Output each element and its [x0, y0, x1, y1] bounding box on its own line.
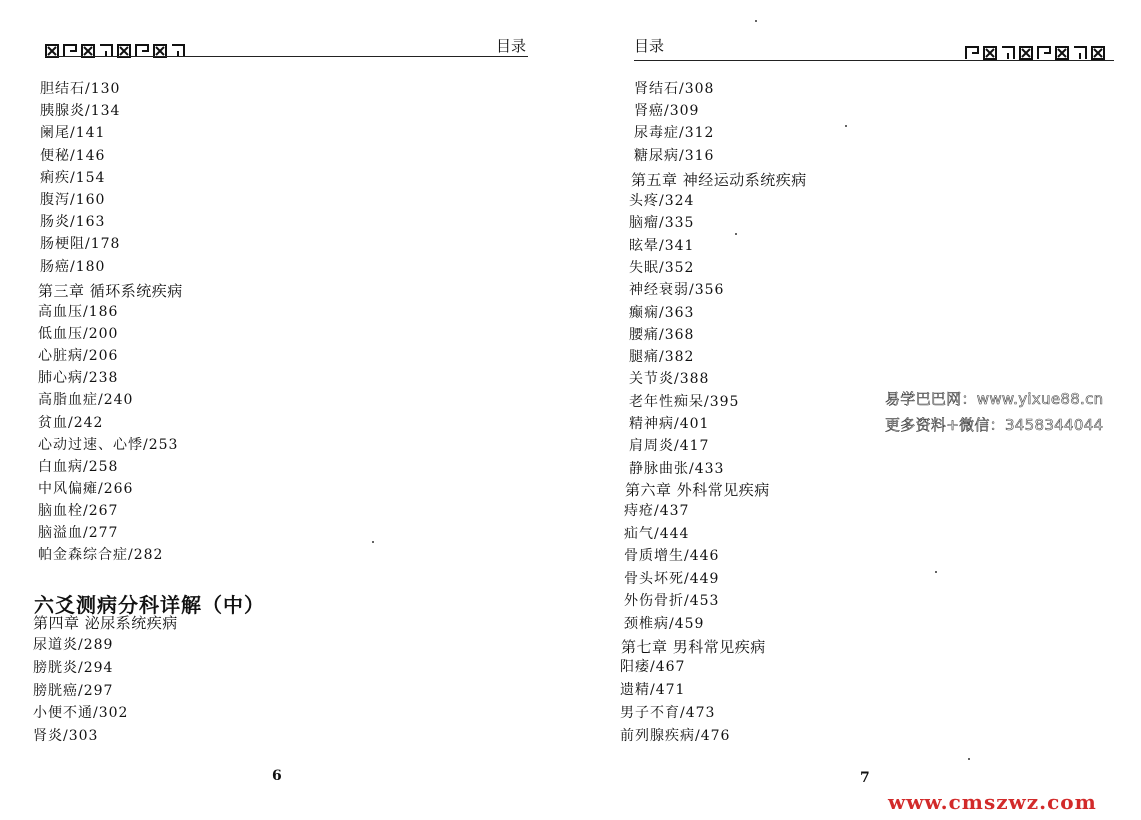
chapter-heading: 第三章 循环系统疾病	[38, 282, 183, 300]
toc-entry: 外伤骨折/453	[624, 593, 720, 609]
toc-entry: 贫血/242	[38, 414, 104, 431]
toc-entry: 遗精/471	[620, 682, 686, 698]
toc-entry: 脑溢血/277	[38, 525, 119, 541]
page-number: 6	[272, 768, 282, 784]
scan-speck	[372, 541, 374, 543]
toc-entry: 老年性痴呆/395	[629, 393, 740, 410]
right-page	[580, 0, 1141, 820]
toc-entry: 肠炎/163	[40, 214, 106, 231]
toc-entry: 腰痛/368	[629, 326, 695, 343]
toc-entry: 尿毒症/312	[634, 125, 715, 142]
toc-entry: 腹泻/160	[40, 192, 106, 208]
toc-entry: 肠癌/180	[40, 258, 106, 275]
chapter-heading: 第五章 神经运动系统疾病	[631, 171, 807, 189]
toc-entry: 肺心病/238	[38, 370, 119, 387]
toc-entry: 前列腺疾病/476	[620, 728, 731, 744]
toc-entry: 便秘/146	[40, 147, 106, 164]
chapter-heading: 第七章 男科常见疾病	[621, 638, 766, 656]
toc-entry: 心脏病/206	[38, 348, 119, 365]
toc-entry: 肾炎/303	[33, 728, 99, 745]
toc-entry: 帕金森综合症/282	[38, 547, 164, 564]
header-title: 目录	[634, 37, 665, 55]
toc-entry: 膀胱癌/297	[33, 682, 114, 699]
site-watermark: www.cmszwz.com	[888, 790, 1097, 814]
scan-speck	[845, 125, 847, 127]
scan-speck	[935, 571, 937, 573]
toc-entry: 肩周炎/417	[629, 438, 710, 455]
header-title: 目录	[496, 37, 527, 55]
header-rule	[45, 56, 528, 57]
toc-entry: 尿道炎/289	[33, 637, 114, 653]
toc-entry: 关节炎/388	[629, 371, 710, 388]
toc-entry: 痔疮/437	[624, 503, 690, 519]
toc-entry: 阳痿/467	[620, 659, 686, 675]
toc-entry: 小便不通/302	[33, 705, 129, 722]
toc-entry: 心动过速、心悸/253	[38, 436, 179, 453]
toc-entry: 胆结石/130	[40, 81, 121, 97]
toc-entry: 肾癌/309	[634, 103, 700, 120]
toc-entry: 颈椎病/459	[624, 615, 705, 632]
scan-speck	[755, 20, 757, 22]
toc-entry: 疝气/444	[624, 525, 690, 542]
toc-entry: 肾结石/308	[634, 81, 715, 97]
scan-speck	[735, 233, 737, 235]
header-ornament-right	[965, 46, 1120, 60]
toc-entry: 脑瘤/335	[629, 215, 695, 232]
watermark-line-2: 更多资料+微信：3458344044	[885, 416, 1104, 434]
toc-entry: 腿痛/382	[629, 349, 695, 366]
toc-entry: 男子不育/473	[620, 705, 716, 721]
toc-entry: 精神病/401	[629, 416, 710, 432]
toc-entry: 胰腺炎/134	[40, 103, 121, 120]
toc-entry: 头疼/324	[629, 193, 695, 209]
section-title: 六爻测病分科详解（中）	[34, 593, 265, 617]
chapter-heading: 第六章 外科常见疾病	[625, 481, 770, 499]
toc-entry: 脑血栓/267	[38, 502, 119, 519]
toc-entry: 高脂血症/240	[38, 392, 134, 409]
toc-entry: 白血病/258	[38, 458, 119, 475]
toc-entry: 中风偏瘫/266	[38, 480, 134, 497]
toc-entry: 高血压/186	[38, 304, 119, 320]
toc-entry: 糖尿病/316	[634, 147, 715, 164]
toc-entry: 低血压/200	[38, 326, 119, 343]
toc-entry: 失眠/352	[629, 259, 695, 276]
toc-entry: 眩晕/341	[629, 237, 695, 254]
watermark-line-1: 易学巴巴网：www.yixue88.cn	[885, 390, 1104, 408]
toc-entry: 肠梗阻/178	[40, 236, 121, 253]
toc-entry: 神经衰弱/356	[629, 282, 725, 299]
left-page	[0, 0, 560, 820]
toc-entry: 痢疾/154	[40, 169, 106, 186]
toc-entry: 骨质增生/446	[624, 548, 720, 564]
toc-entry: 膀胱炎/294	[33, 659, 114, 676]
chapter-heading: 第四章 泌尿系统疾病	[33, 614, 178, 632]
toc-entry: 阑尾/141	[40, 125, 106, 142]
toc-entry: 癫痫/363	[629, 304, 695, 321]
scan-speck	[968, 758, 970, 760]
header-rule	[634, 60, 1114, 61]
page-number: 7	[860, 770, 870, 786]
toc-entry: 骨头坏死/449	[624, 570, 720, 587]
toc-entry: 静脉曲张/433	[629, 460, 725, 477]
